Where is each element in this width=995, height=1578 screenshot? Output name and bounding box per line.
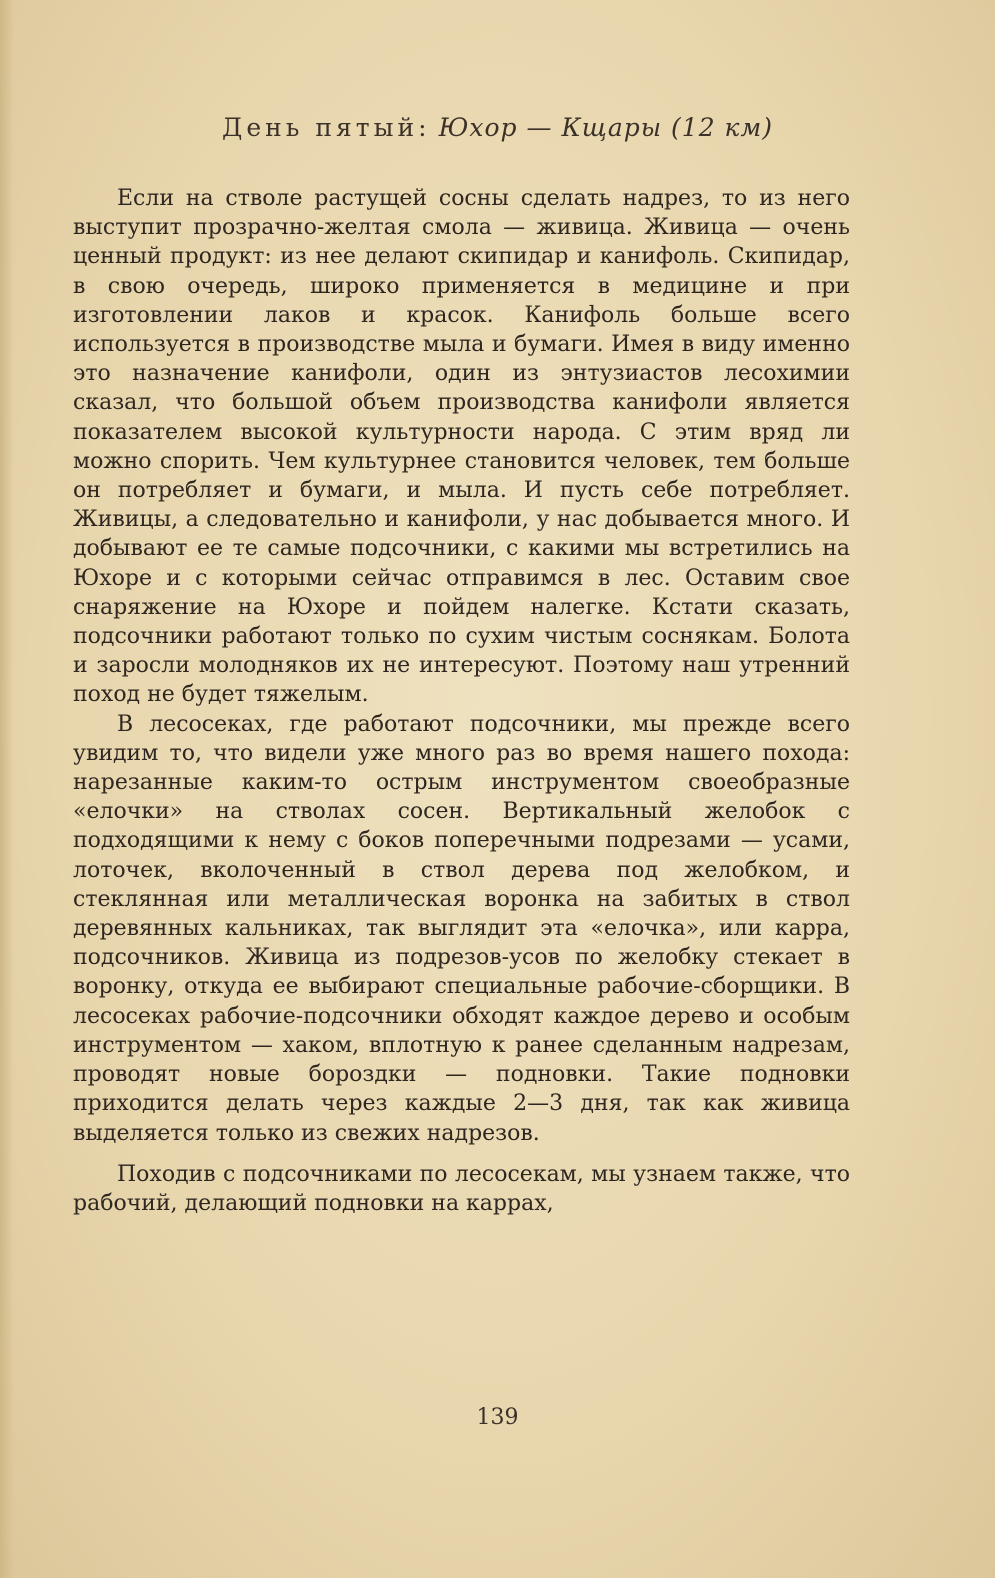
- paragraph-3: Походив с подсочниками по лесосекам, мы узнаем также, что рабочий, делающий подновки на каррах,: [73, 1161, 850, 1216]
- paragraph-2: В лесосеках, где работают подсочники, мы прежде всего увидим то, что видели уже много раз во время нашего похода: нарезанные каким-то острым инструментом своеобразные «елочки» на стволах сосен. Вертикальный желобок с подходящими к нему с боков поперечными подрезами — усами, лоточек, вколоченный в ствол дерева под желобком, и стеклянная или металлическая воронка на забитых в ствол деревянных кальниках, так выглядит эта «елочка», или карра, подсочников. Живица из подрезов-усов по желобку стекает в воронку, откуда ее выбирают специальные рабочие-сборщики. В лесосеках рабочие-подсочники обходят каждое дерево и особым инструментом — хаком, вплотную к ранее сделанным надрезам, проводят новые бороздки — подновки. Такие подновки приходится делать через каждые 2—3 дня, так как живица выделяется только из свежих надрезов.: [73, 711, 850, 1146]
- body-text: [73, 184, 850, 1218]
- paragraph-1: Если на стволе растущей сосны сделать надрез, то из него выступит прозрачно-желтая смола — живица. Живица — очень ценный продукт: из нее делают скипидар и канифоль. Скипидар, в свою очередь, широко применяется в медицине и при изготовлении лаков и красок. Канифоль больше всего используется в производстве мыла и бумаги. Имея в виду именно это назначение канифоли, один из энтузиастов лесохимии сказал, что большой объем производства канифоли является показателем высокой культурности народа. С этим вряд ли можно спорить. Чем культурнее становится человек, тем больше он потребляет и бумаги, и мыла. И пусть себе потребляет. Живицы, а следовательно и канифоли, у нас добывается много. И добывают ее те самые подсочники, с какими мы встретились на Юхоре и с которыми сейчас отправимся в лес. Оставим свое снаряжение на Юхоре и пойдем налегке. Кстати сказать, подсочники работают только по сухим чистым соснякам. Болота и заросли молодняков их не интересуют. Поэтому наш утренний поход не будет тяжелым.: [73, 186, 850, 708]
- chapter-route-label: Юхор — Кщары (12 км): [438, 113, 773, 142]
- chapter-header: [70, 113, 925, 142]
- chapter-day-label: День пятый:: [222, 113, 431, 142]
- page-number: 139: [476, 1405, 519, 1430]
